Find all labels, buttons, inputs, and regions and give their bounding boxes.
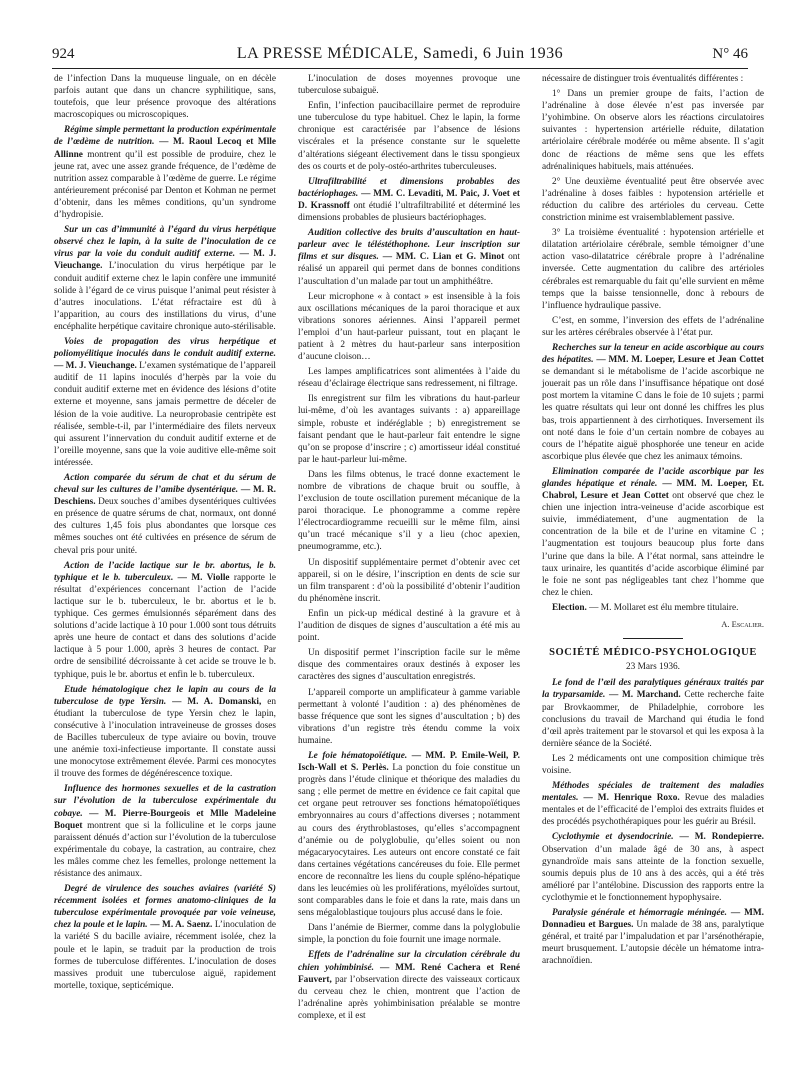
communication-title: Influence des hormones sexuelles et de la castration sur l’évolution de la tuberculose expérimentale du cobaye. bbox=[54, 784, 276, 819]
paragraph-text: Leur microphone « à contact » est insensible à la fois aux oscillations mécaniques de la paroi thoracique et aux vibrations sonores aériennes. Ainsi l’appareil permet l’emploi d’un haut-parleur puissant, tout en plaçant le patient à 2 mètres du haut-parleur sans interposition d’aucune cloison… bbox=[298, 291, 520, 363]
communication-title: Sur un cas d’immunité à l’égard du virus herpétique observé chez le lapin, à la suite de l’inoculation de ce virus par la voie du conduit auditif externe. bbox=[54, 225, 276, 260]
authors: — M. A. Saenz. bbox=[150, 920, 213, 931]
authors: — M. J. Vieuchange. bbox=[54, 361, 137, 372]
authors: Election. bbox=[552, 602, 587, 613]
authors: — MM. M. Loeper, Et. Chabrol, Lesure et Jean Cottet bbox=[542, 479, 765, 502]
communication-title: Audition collective des bruits d’auscultation en haut-parleur avec le téléstéthophone. Leur inscription sur films et sur disques. bbox=[298, 228, 520, 263]
authors: — MM. C. Lian et G. Minot bbox=[382, 252, 505, 263]
column-middle bbox=[298, 73, 520, 1025]
section-divider bbox=[623, 638, 683, 639]
paragraph bbox=[298, 291, 520, 364]
paragraph bbox=[542, 88, 764, 173]
paragraph-text: La ponction du foie constitue un progrès dans l’étude clinique et théorique des maladies du sang ; elle permet de mettre en évidence ce fait capital que cet organe peut retrouver ses fonctions hématopoïétiques embryonnaires au cours d’affections diverses ; notamment au cours des érythroblastoses, qu’elles s’accompagnent d’anémie ou de polyglobulie, qu’elles soient ou non mégacaryocytaires. Les auteurs ont encore constaté ce fait dans certaines végétations cancéreuses du foie. Elle permet encore de reconnaître les liens du couple spléno-hépatique dans les leucémies où les proliférations, myéloïdes surtout, sont comparables dans le foie et dans la rate, mais dans un sens mégaloblastique toujours plus accusé dans le foie. bbox=[298, 763, 520, 919]
session-date: 23 Mars 1936. bbox=[626, 662, 680, 673]
paragraph bbox=[298, 366, 520, 390]
communication-title: Méthodes spéciales de traitement des maladies mentales. bbox=[542, 781, 764, 804]
authors: — MM. René Cachera et René Fauvert, bbox=[298, 962, 520, 985]
authors: — M. R. Deschiens. bbox=[54, 485, 276, 508]
paragraph bbox=[298, 557, 520, 605]
communication-title: Action de l’acide lactique sur le br. abortus, le b. typhique et le b. tuberculeux. bbox=[54, 560, 276, 583]
paragraph bbox=[54, 336, 276, 469]
paragraph bbox=[54, 472, 276, 557]
paragraph-text: se demandant si le métabolisme de l’acide ascorbique ne jouerait pas un rôle dans l’insuffisance hépatique ont dosé post mortem la vitamine C dans le foie de 10 sujets ; parmi les quatre résultats qui leur ont donné les chiffres les plus bas, trois appartiennent à des cirrhotiques. Inversement ils ont noté dans le foie d’un certain nombre de cobayes au cours de l’hépatite aiguë phosphorée une teneur en acide ascorbique plus élevée que chez les animaux témoins. bbox=[542, 367, 764, 462]
paragraph-text: ont observé que chez le chien une injection intra-veineuse d’acide ascorbique est suivie, immédiatement, d’une augmentation de la concentration de la bile et de l’urine en vitamine C ; l’augmentation est toujours beaucoup plus forte dans l’urine que dans la bile. A l’état normal, sans atteindre le taux urinaire, les quantités d’acide ascorbique éliminé par le foie ne sont pas négligeables tant chez l’homme que chez le chien. bbox=[542, 491, 765, 598]
communication-title: Degré de virulence des souches aviaires (variété S) récemment isolées et formes anatomo-cliniques de la tuberculose expérimentale provoquée par voie veineuse, chez la poule et le lapin. bbox=[54, 884, 276, 931]
paragraph-text: L’inoculation de doses moyennes provoque une tuberculose subaiguë. bbox=[298, 74, 520, 97]
communication-title: Recherches sur la teneur en acide ascorbique au cours des hépatites. bbox=[542, 342, 764, 366]
paragraph bbox=[54, 124, 276, 221]
paragraph bbox=[54, 783, 276, 880]
authors: — M. Violle bbox=[177, 572, 230, 583]
paragraph-text: nécessaire de distinguer trois éventualités différentes : bbox=[542, 74, 744, 84]
paragraph-text: Ils enregistrent sur film les vibrations du haut-parleur lui-même, d’où les avantages suivants : a) appareillage simple, robuste et indéréglable ; b) enregistrement se faisant pendant que le haut-parleur fait entendre le signe qu’on se propose d’inscrire ; c) amortisseur idéal constitué par le haut-parleur lui-même. bbox=[298, 394, 520, 465]
paragraph bbox=[298, 608, 520, 644]
page-header bbox=[52, 40, 748, 69]
paragraph-text: Un dispositif supplémentaire permet d’obtenir avec cet appareil, si on le désire, l’inscription en dents de scie sur un film transparent : d’où la possibilité d’obtenir l’audition du phénomène inscrit. bbox=[298, 557, 520, 604]
paragraph bbox=[298, 227, 520, 287]
paragraph-text: Observation d’un malade âgé de 30 ans, à aspect gynandroïde mais sans atteinte de la fonction sexuelle, soumis depuis plus de 10 ans à des accès, qui a été très amélioré par l’antélobine. Discussion des rapports entre la cyclothymie et le fonctionnement hypophysaire. bbox=[542, 844, 764, 903]
paragraph bbox=[298, 469, 520, 554]
paragraph-text: montrent qu’il est possible de produire, chez le jeune rat, avec une assez grande fréquence, de l’œdème de nutrition assez comparable à l’œdème de guerre. Le régime antérieurement préconisé par Denton et Kohman ne permet d’obtenir, dans les mêmes conditions, qu’un syndrome d’hydropisie. bbox=[54, 149, 276, 221]
paragraph-text: L’inoculation du virus herpétique par le conduit auditif externe chez le lapin confère une immunité solide à l’égard de ce virus puisque l’animal peut résister à d’autres inoculations. L’état réfractaire est dû à l’apparition, au cours des instillations du virus, d’une encéphalite herpétique cavitaire chronique auto-stérilisable. bbox=[54, 261, 276, 332]
paragraph-text: Revue des maladies mentales et de l’efficacité de l’emploi des extraits fluides et des procédés psychothérapiques pour les guérir au Brésil. bbox=[542, 793, 764, 828]
paragraph bbox=[54, 73, 276, 121]
paragraph-text: Enfin un pick-up médical destiné à la gravure et à l’audition de disques de signes d’auscultation a été mis au point. bbox=[298, 608, 520, 644]
paragraph bbox=[542, 780, 764, 828]
paragraph-text: L’inoculation de la variété S du bacille aviaire, récemment isolée, chez la poule et le lapin, se traduit par la production de trois formes de tuberculose différentes. L’inoculation de doses massives produit une tuberculose aiguë, rapidement mortelle, toxique, septicémique. bbox=[54, 920, 276, 991]
paragraph-text: en étudiant la tuberculose de type Yersin chez le lapin, consécutive à l’inoculation intraveineuse de grosses doses de Bacilles tuberculeux de type aviaire ou bovin, trouve une anémie toxi-infectieuse importante. Il constate aussi une monocytose extrêmement élevée. Parmi ces monocytes il trouve des formes de dégénérescence toxique. bbox=[54, 696, 277, 780]
paragraph bbox=[542, 176, 764, 224]
paragraph-text: 3° La troisième éventualité : hypotension artérielle et dilatation artériolaire cérébrale, semble témoigner d’une action vaso-dilatatrice cérébrale propre à l’adrénaline inversée. Cette augmentation du calibre des artérioles cérébrales est remarquable du fait qu’elle survient en même temps que la baisse tensionnelle, donc à rebours de l’influence hydraulique passive. bbox=[542, 228, 764, 311]
authors: — MM. C. Levaditi, M. Paic, J. Voet et D. Krassnoff bbox=[298, 188, 520, 211]
communication-title: Régime simple permettant la production expérimentale de l’œdème de nutrition. bbox=[54, 125, 276, 148]
paragraph-text: C’est, en somme, l’inversion des effets de l’adrénaline sur les artères cérébrales observée à l’état pur. bbox=[542, 315, 764, 338]
paragraph-text: Enfin, l’infection paucibacillaire permet de reproduire une tuberculose du type habituel. Chez le lapin, la forme chronique est caractérisée par l’absence de lésions viscérales et la présence constante sur le squelette d’altérations siégeant électivement dans le tissu spongieux des os courts et de poly-ostéo-arthrites tuberculeuses. bbox=[298, 101, 520, 172]
paragraph-text: Deux souches d’amibes dysentériques cultivées en présence de quatre sérums de chat, normaux, ont donné des cultures 1,45 fois plus abondantes que lorsque ces mêmes souches ont été cultivées en présence de sérum de cheval pris pour unité. bbox=[54, 497, 276, 556]
journal-title: LA PRESSE MÉDICALE, Samedi, 6 Juin 1936 bbox=[236, 45, 564, 62]
authors: — M. Marchand. bbox=[609, 690, 681, 701]
paragraph bbox=[298, 750, 520, 919]
paragraph-text: rapporte le résultat d’expériences concernant l’action de l’acide lactique sur le b. tuberculeux, le br. abortus et le b. typhique. Ces germes émulsionnés séparément dans des solutions d’acide lactique à 10 pour 1.000 sont tous détruits après une heure de contact et dans des solutions d’acide lactique à 5 pour 1.000, après 3 heures de contact. Par ordre de sensibilité décroissante à cet acide se trouve le b. typhique, puis le br. abortus et enfin le b. tuberculeux. bbox=[54, 572, 276, 680]
paragraph-text: 1° Dans un premier groupe de faits, l’action de l’adrénaline à dose élevée n’est pas inversée par l’yohimbine. On observe alors les réactions circulatoires suivantes : hypertension artérielle réduite, dilatation artériolaire cérébrale modérée ou même absente. Il s’agit donc de réactions de même sens que les effets adrénaliniques habituels, mais atténuées. bbox=[542, 89, 764, 172]
authors: — M. A. Domanski, bbox=[172, 696, 262, 707]
paragraph bbox=[298, 922, 520, 946]
paragraph-text: 2° Une deuxième éventualité peut être observée avec l’adrénaline à doses faibles : hypotension artérielle et réduction du calibre des artérioles du cerveau. Cette constriction minime est vraisemblablement passive. bbox=[542, 176, 764, 224]
paragraph bbox=[54, 560, 276, 681]
signature: A. Escalier. bbox=[721, 619, 764, 630]
paragraph-text: Les lampes amplificatrices sont alimentées à l’aide du réseau d’éclairage électrique sans redressement, ni filtrage. bbox=[298, 367, 520, 390]
communication-title: Effets de l’adrénaline sur la circulation cérébrale du chien yohimbinisé. bbox=[298, 950, 520, 973]
society-heading: SOCIÉTÉ MÉDICO-PSYCHOLOGIQUE bbox=[549, 647, 757, 659]
paragraph bbox=[542, 602, 764, 614]
paragraph-text: par l’observation directe des vaisseaux corticaux du cerveau chez le chien, montrent que l’action de l’adrénaline après yohimbinisation préalable se montre complexe, et il est bbox=[298, 974, 520, 1021]
paragraph-text: de l’infection Dans la muqueuse linguale, on en décèle parfois autant que dans un chancre syphilitique, sans, toutefois, que leur présence provoque des altérations macroscopiques ou microscopiques. bbox=[54, 74, 276, 121]
column-right bbox=[542, 73, 764, 970]
communication-title: Action comparée du sérum de chat et du sérum de cheval sur les cultures de l’amibe dysentérique. bbox=[54, 473, 276, 496]
communication-title: Elimination comparée de l’acide ascorbique par les glandes hépatique et rénale. bbox=[542, 466, 764, 489]
column-left bbox=[54, 73, 276, 995]
paragraph-text: Cette recherche faite par Brovkaommer, de Philadelphie, corrobore les conclusions du travail de Marchand qui étudia le fond d’œil après traitement par le stovarsol et qui les exposa à la dernière séance de la Société. bbox=[542, 690, 764, 749]
authors: — M. J. Vieuchange. bbox=[54, 249, 276, 272]
communication-title: Cyclothymie et dysendocrinie. bbox=[552, 832, 674, 843]
paragraph-text: Un malade de 38 ans, paralytique général, et traité par l’impaludation et par l’arsénothérapie, meurt brusquement. L’autopsie décèle un hématome intra-arachnoïdien. bbox=[542, 920, 764, 967]
paragraph bbox=[298, 73, 520, 97]
paragraph-text: L’examen systématique de l’appareil auditif de 11 lapins inoculés d’herpès par la voie du conduit auditif externe met en évidence des lésions d’otite externe et moyenne, sans jamais permettre de déceler de lésion de la voie auditive. La neuroprobasie centripète est réalisée, semble-t-il, par l’intermédiaire des filets nerveux qui assurent l’innervation du conduit auditif externe et de l’oreille moyenne, sans que la voie auditive elle-même soit intéressée. bbox=[54, 361, 276, 468]
authors: — M. Pierre-Bourgeois et Mlle Madeleine Boquet bbox=[54, 808, 276, 831]
paragraph-text: Dans l’anémie de Biermer, comme dans la polyglobulie simple, la ponction du foie fournit une image normale. bbox=[298, 923, 520, 946]
paragraph bbox=[542, 342, 764, 463]
paragraph bbox=[542, 907, 764, 967]
paragraph bbox=[298, 949, 520, 1022]
paragraph bbox=[298, 393, 520, 466]
paragraph bbox=[542, 315, 764, 339]
paragraph bbox=[54, 684, 276, 781]
paragraph bbox=[542, 227, 764, 312]
paragraph bbox=[54, 224, 276, 333]
paragraph-text: ont réalisé un appareil qui permet dans de bonnes conditions l’auscultation d’un malade par tout un amphithéâtre. bbox=[298, 252, 520, 287]
paragraph bbox=[542, 677, 764, 750]
issue-number: N° 46 bbox=[712, 45, 748, 62]
communication-title: Voies de propagation des virus herpétique et poliomyélitique inoculés dans le conduit auditif externe. bbox=[54, 336, 276, 360]
paragraph bbox=[298, 687, 520, 747]
paragraph-text: Un dispositif permet l’inscription facile sur le même disque des commentaires oraux destinés à exposer les caractères des signes d’auscultation enregistrés. bbox=[298, 648, 520, 683]
authors: — MM. P. Emile-Weil, P. Isch-Wall et S. Perlès. bbox=[298, 750, 520, 774]
communication-title: Etude hématologique chez le lapin au cours de la tuberculose de type Yersin. bbox=[54, 684, 276, 707]
page-number: 924 bbox=[52, 45, 75, 62]
paragraph bbox=[298, 176, 520, 224]
paragraph bbox=[542, 73, 764, 85]
paragraph bbox=[298, 647, 520, 683]
authors: — MM. Donnadieu et Bargues. bbox=[542, 908, 764, 931]
paragraph-text: montrent que si la folliculine et le corps jaune paraissent dénués d’action sur l’évolution de la tuberculose expérimentale du cobaye, la castration, au contraire, chez les mâles comme chez les femelles, prolonge nettement la résistance des animaux. bbox=[54, 820, 276, 879]
paragraph-text: Les 2 médicaments ont une composition chimique très voisine. bbox=[542, 753, 764, 776]
communication-title: Ultrafiltrabilité et dimensions probables des bactériophages. bbox=[298, 176, 520, 199]
authors: — M. Raoul Lecoq et Mlle Allinne bbox=[54, 137, 277, 160]
paragraph bbox=[542, 466, 764, 599]
communication-title: Paralysie générale et hémorragie méningée. bbox=[552, 908, 727, 918]
paragraph bbox=[542, 753, 764, 777]
authors: — MM. M. Loeper, Lesure et Jean Cottet bbox=[596, 355, 764, 366]
paragraph-text: Dans les films obtenus, le tracé donne exactement le nombre de vibrations de chaque bruit ou souffle, à l’exclusion de toute oscillation purement mécanique de la paroi thoracique. Le phonogramme a comme repère l’électrocardiogramme recueilli sur le même film, ainsi qu’un tracé mécanique s’il y a lieu (choc apexien, pneumogramme, etc.). bbox=[298, 469, 520, 553]
paragraph bbox=[298, 100, 520, 173]
paragraph-text: ont étudié l’ultrafiltrabilité et déterminé les dimensions probables de plusieurs bactériophages. bbox=[298, 200, 520, 224]
paragraph bbox=[54, 883, 276, 992]
paragraph-text: L’appareil comporte un amplificateur à gamme variable permettant à volonté l’audition : a) des phénomènes de basse fréquence que sont les signes d’auscultation ; b) des vibrations d’un registre très étendu comme la voix humaine. bbox=[298, 687, 520, 746]
communication-title: Le foie hématopoïétique. bbox=[308, 750, 408, 761]
communication-title: Le fond de l’œil des paralytiques généraux traités par la tryparsamide. bbox=[542, 678, 764, 701]
authors: — M. Rondepierre. bbox=[679, 832, 764, 843]
paragraph bbox=[542, 831, 764, 904]
paragraph-text: — M. Mollaret est élu membre titulaire. bbox=[586, 602, 739, 613]
authors: — M. Henrique Roxo. bbox=[583, 793, 680, 804]
